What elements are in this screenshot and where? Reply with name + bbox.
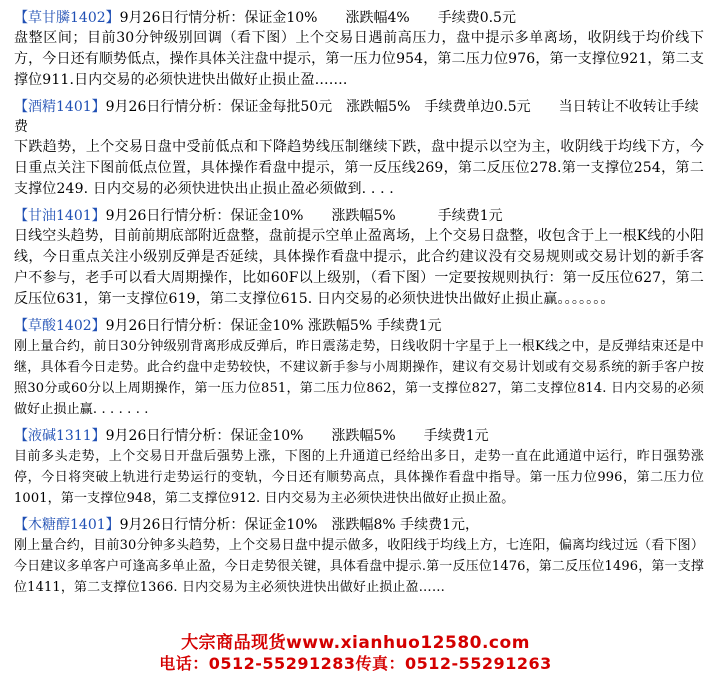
- document-body: [14, 8, 704, 604]
- header-meta: 9月26日行情分析：保证金10% 涨跌幅5% 手续费1元: [105, 428, 489, 444]
- section-header: [14, 316, 704, 336]
- footer-phone-fax: 电话：0512-55291283传真：0512-55291263: [159, 654, 552, 673]
- contract-tag: 【液碱1311】: [14, 428, 106, 444]
- contract-tag: 【草甘膦1402】: [14, 10, 120, 26]
- section-cgl1402: [14, 8, 704, 91]
- section-yj1311: [14, 426, 704, 509]
- section-header: [14, 426, 704, 446]
- section-header: [14, 515, 704, 535]
- section-mtc1401: [14, 515, 704, 598]
- contract-tag: 【甘油1401】: [14, 208, 106, 224]
- section-body: 日线空头趋势，目前前期底部附近盘整，盘前提示空单止盈离场，上个交易日盘整，收包含于上一根K线的小阳线，今日重点关注小级别反弹是否延续，具体操作看盘中提示，此合约建议没有交易规则或交易计划的新手客户不参与，老手可以看大周期操作，比如60F以上级别，（看下图）一定要按规则执行：第一反压位627，第二反压位631，第一支撑位619，第二支撑位615. 日内交易的必须快进快出做好止损止赢。。。。。。。: [14, 228, 704, 307]
- header-meta: 9月26日行情分析：保证金10% 涨跌幅4% 手续费0.5元: [119, 10, 516, 26]
- section-jj1401: [14, 97, 704, 200]
- header-meta: 9月26日行情分析：保证金每批50元 涨跌幅5% 手续费单边0.5元 当日转让不收转让手续费: [14, 99, 699, 135]
- contract-tag: 【酒精1401】: [14, 99, 106, 115]
- section-body: 刚上量合约，目前30分钟多头趋势，上个交易日盘中提示做多，收阳线于均线上方，七连阳，偏离均线过远（看下图）今日建议多单客户可逢高多单止盈，今日走势很关键，具体看盘中提示.第一反压位1476，第二反压位1496，第一支撑位1411，第二支撑位1366. 日内交易为主必须快进快出做好止损止盈……: [14, 538, 704, 595]
- header-meta: 9月26日行情分析：保证金10% 涨跌幅5% 手续费1元: [105, 318, 442, 334]
- section-body: 刚上量合约，前日30分钟级别背离形成反弹后，昨日震荡走势，日线收阴十字星于上一根K线之中，是反弹结束还是中继，具体看今日走势。此合约盘中走势较快，不建议新手参与小周期操作，建议有交易计划或有交易系统的新手客户按照30分或60分以上周期操作，第一压力位851，第二压力位862，第一支撑位827，第二支撑位814. 日内交易的必须做好止损止赢. . . . . . .: [14, 339, 704, 417]
- section-header: [14, 8, 704, 28]
- section-body: 盘整区间；目前30分钟级别回调（看下图）上个交易日遇前高压力，盘中提示多单离场，收阴线于均价线下方，今日还有顺势低点，操作具体关注盘中提示，第一压力位954，第二压力位976，第一支撑位921，第二支撑位911.日内交易的必须快进快出做好止损止盈…….: [14, 30, 704, 88]
- section-body: 目前多头走势，上个交易日开盘后强势上涨，下图的上升通道已经给出多日，走势一直在此通道中运行，昨日强势涨停，今日将突破上轨进行走势运行的变轨，今日还有顺势高点，具体操作看盘中指导。第一压力位996，第二压力位1001，第一支撑位948，第二支撑位912. 日内交易为主必须快进快出做好止损止盈。: [14, 449, 704, 506]
- header-meta: 9月26日行情分析：保证金10% 涨跌幅8% 手续费1元，: [119, 517, 480, 533]
- footer-website: 大宗商品现货www.xianhuo12580.com: [181, 633, 530, 653]
- section-gy1401: [14, 206, 704, 310]
- section-header: [14, 97, 704, 137]
- footer-banner: [0, 632, 711, 674]
- section-cs1402: [14, 316, 704, 420]
- header-meta: 9月26日行情分析：保证金10% 涨跌幅5% 手续费1元: [105, 208, 503, 224]
- contract-tag: 【木糖醇1401】: [14, 517, 120, 533]
- contract-tag: 【草酸1402】: [14, 318, 106, 334]
- section-header: [14, 206, 704, 226]
- section-body: 下跌趋势，上个交易日盘中受前低点和下降趋势线压制继续下跌，盘中提示以空为主，收阴线于均线下方，今日重点关注下图前低点位置，具体操作看盘中提示，第一反压线269，第二反压位278.第一支撑位254，第二支撑位249. 日内交易的必须快进快出止损止盈必须做到. . . .: [14, 139, 704, 197]
